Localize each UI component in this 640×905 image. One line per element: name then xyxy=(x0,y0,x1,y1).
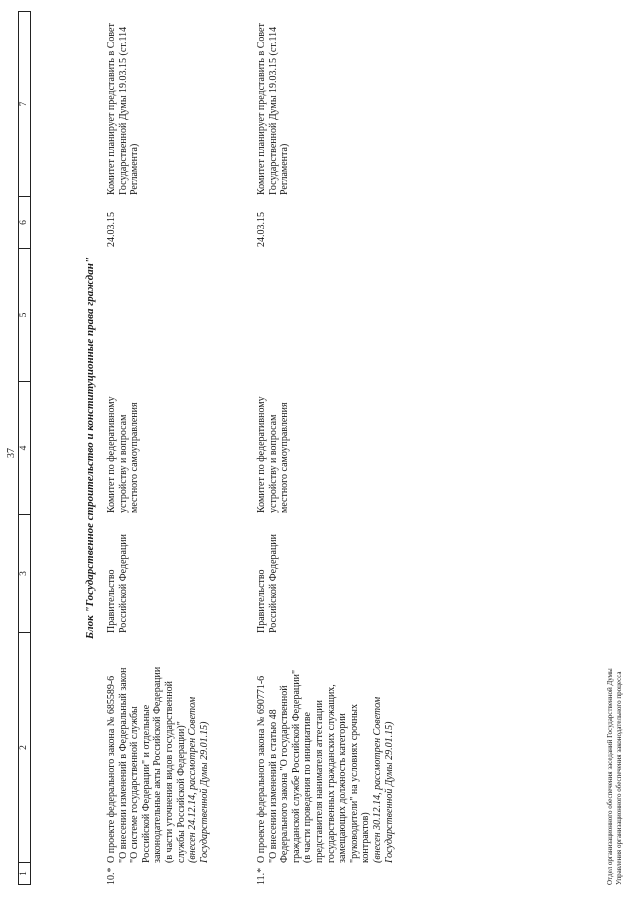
block-title: Блок "Государственное строительство и конституционные права граждан" xyxy=(84,257,96,639)
date: 24.03.15 xyxy=(106,212,117,247)
submission-note-line: Государственной Думы 29.01.15) xyxy=(383,721,395,863)
description-line: "руководители" на условиях срочных xyxy=(348,703,360,863)
description-line: "О системе государственной службы xyxy=(129,706,141,863)
responsible-committee: Комитет по федеративному устройству и вопросам местного самоуправления xyxy=(256,396,291,513)
description-line: гражданской службе Российской Федерации" xyxy=(290,669,302,863)
column-header-4: 4 xyxy=(19,381,30,514)
description-line: (в части проведения по инициативе xyxy=(302,712,314,863)
description-line: О проекте федерального закона № 685589-6 xyxy=(106,675,117,863)
column-header-1: 1 xyxy=(19,862,30,884)
bill-description xyxy=(256,635,395,863)
description-line: Федерального закона "О государственной xyxy=(279,685,291,863)
submission-note-line: (внесен 24.12.14, рассмотрен Советом xyxy=(187,696,199,863)
page-number: 37 xyxy=(6,448,17,458)
page-footer xyxy=(606,385,624,885)
description-line: О проекте федерального закона № 690771-6 xyxy=(256,675,267,863)
column-header-2: 2 xyxy=(19,632,30,862)
status-text: Комитет планирует представить в Совет Государственной Думы 19.03.15 (ст.114 Регламента) xyxy=(106,23,141,195)
submission-note-line: Государственной Думы 29.01.15) xyxy=(198,721,210,863)
date: 24.03.15 xyxy=(256,212,267,247)
initiator: Правительство Российской Федерации xyxy=(256,533,279,633)
description-line: контрактов) xyxy=(360,812,372,863)
row-number: 10.* xyxy=(106,867,117,885)
footer-line: Отдел организационного обеспечения заседаний Государственной Думы xyxy=(606,668,614,885)
description-line: "О внесении изменений в Федеральный закон xyxy=(117,667,129,863)
submission-note-line: (внесен 30.12.14, рассмотрен Советом xyxy=(371,696,383,863)
responsible-committee: Комитет по федеративному устройству и вопросам местного самоуправления xyxy=(106,396,141,513)
column-header-row xyxy=(18,11,31,885)
description-line: (в части уточнения видов государственной xyxy=(163,681,175,863)
description-line: законодательные акты Российской Федерации xyxy=(152,666,164,863)
description-line: государственных гражданских служащих, xyxy=(325,684,337,863)
description-line: Российской Федерации" и отдельные xyxy=(140,704,152,863)
footer-line: Управления организационного обеспечения законодательного процесса xyxy=(615,671,623,885)
description-line: представителя нанимателя аттестации xyxy=(313,700,325,863)
bill-description xyxy=(106,635,210,863)
column-header-3: 3 xyxy=(19,514,30,632)
initiator: Правительство Российской Федерации xyxy=(106,533,129,633)
description-line: службы Российской Федерации)" xyxy=(175,721,187,863)
description-line: "О внесении изменений в статью 48 xyxy=(267,709,279,863)
column-header-7: 7 xyxy=(19,101,29,107)
column-header-5: 5 xyxy=(19,248,30,381)
description-line: замещающих должность категории xyxy=(337,713,349,863)
status-text: Комитет планирует представить в Совет Государственной Думы 19.03.15 (ст.114 Регламента) xyxy=(256,23,291,195)
row-number: 11.* xyxy=(256,867,267,885)
column-header-6: 6 xyxy=(19,196,30,248)
